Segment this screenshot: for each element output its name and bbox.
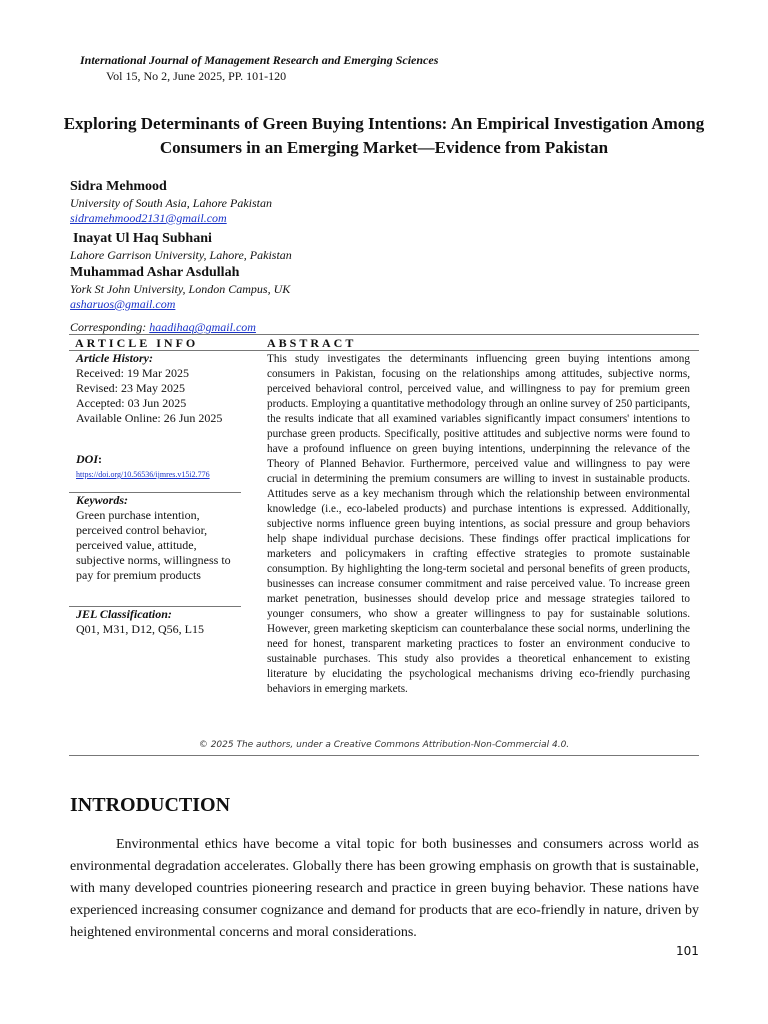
abstract-text: This study investigates the determinants influencing green buying intentions among consumers in Pakistan, focusing on the relationships among attitudes, subjective norms, perceived behavioral control, perceived value, and willingness to pay for premium green products. Employing a quantitative methodology through an online survey of 250 participants, the results indicate that all examined variables significantly impact consumers' intentions to purchase green products. Specifically, positive attitudes and subjective norms were found to have a profound influence on green buying intentions, underpinning the relevance of the Theory of Planned Behavior. Furthermore, perceived value and willingness to pay were crucial in determining the premium consumers are willing to invest in sustainable products. Attitudes serve as a key mechanism through which the relationship between environmental knowledge (i.e., eco-labeled products) and purchase intentions is expressed. Additionally, subjective norms influence green buying intentions, as social pressure and group behaviors help shape individual purchase decisions. These findings offer practical implications for marketers and policymakers in crafting effective strategies to promote sustainable consumption. By highlighting the long-term societal and personal benefits of green products, businesses can increase consumer commitment and raise perceived value. To increase green market penetration, businesses should develop price and message strategies tailored to younger consumers, who show a greater willingness to pay for sustainable solutions. However, green marketing skepticism can counterbalance these social norms, underlining the need for honest, transparent marketing practices to foster an environment conducive to sustainable purchases. This study also provides a theoretical enhancement to existing literature by elucidating the psychological mechanisms driving eco-friendly purchasing behaviors in emerging markets.	[267, 353, 690, 695]
abstract-header: ABSTRACT	[267, 336, 357, 350]
page-number: 101	[676, 944, 699, 958]
doi-label: DOI	[76, 452, 99, 466]
revised-date: Revised: 23 May 2025	[76, 381, 185, 395]
jel-text: Q01, M31, D12, Q56, L15	[76, 622, 204, 636]
keywords-title: Keywords:	[76, 493, 128, 507]
paper-title: Exploring Determinants of Green Buying Intentions: An Empirical Investigation Among Consumers in an Emerging Market—Evidence from Pakistan	[63, 114, 705, 157]
author-email-link[interactable]: sidramehmood2131@gmail.com	[70, 211, 227, 225]
corresponding-label: Corresponding:	[70, 320, 147, 334]
author-list	[70, 177, 710, 312]
doi-colon: :	[98, 452, 103, 466]
author-block	[70, 229, 710, 263]
volume-line: Vol 15, No 2, June 2025, PP. 101-120	[106, 69, 287, 83]
article-history	[69, 351, 241, 452]
author-affiliation: Lahore Garrison University, Lahore, Pakistan	[70, 248, 292, 262]
corresponding-email-link[interactable]: haadihaq@gmail.com	[149, 320, 256, 334]
author-affiliation: York St John University, London Campus, UK	[70, 282, 291, 296]
author-block	[70, 177, 710, 226]
introduction-paragraph: Environmental ethics have become a vital topic for both businesses and consumers across world as environmental degradation accelerates. Globally there has been growing emphasis on growth that is sustainable, with many developed countries pioneering research and practice in green buying behavior. These nations have experienced increasing consumer cognizance and demand for products that are eco-friendly in nature, driven by heightened environmental concerns and moral considerations.	[70, 837, 699, 940]
author-name: Muhammad Ashar Asdullah	[70, 265, 240, 280]
author-name: Inayat Ul Haq Subhani	[73, 231, 212, 246]
corresponding-line	[70, 320, 256, 335]
introduction-heading: INTRODUCTION	[70, 794, 231, 816]
history-title: Article History:	[76, 351, 153, 365]
keywords-text: Green purchase intention, perceived control behavior, perceived value, attitude, subjective norms, willingness to pay for premium products	[76, 508, 231, 582]
doi-link[interactable]: https://doi.org/10.56536/ijmres.v15i2.776	[76, 470, 210, 479]
author-name: Sidra Mehmood	[70, 179, 167, 194]
jel-title: JEL Classification:	[76, 607, 172, 621]
doi-title	[76, 452, 241, 467]
keywords-section	[69, 493, 241, 606]
author-block	[70, 263, 710, 312]
online-date: Available Online: 26 Jun 2025	[76, 411, 223, 425]
jel-section	[69, 607, 241, 637]
doi-section	[69, 452, 241, 492]
received-date: Received: 19 Mar 2025	[76, 366, 189, 380]
article-info-box	[69, 334, 699, 756]
article-info-column	[69, 351, 241, 637]
accepted-date: Accepted: 03 Jun 2025	[76, 396, 187, 410]
article-info-header: ARTICLE INFO	[75, 336, 199, 350]
journal-name: International Journal of Management Research and Emerging Sciences	[80, 53, 439, 67]
author-email-link[interactable]: asharuos@gmail.com	[70, 297, 176, 311]
license-notice: © 2025 The authors, under a Creative Commons Attribution-Non-Commercial 4.0.	[198, 740, 570, 750]
author-affiliation: University of South Asia, Lahore Pakistan	[70, 196, 272, 210]
